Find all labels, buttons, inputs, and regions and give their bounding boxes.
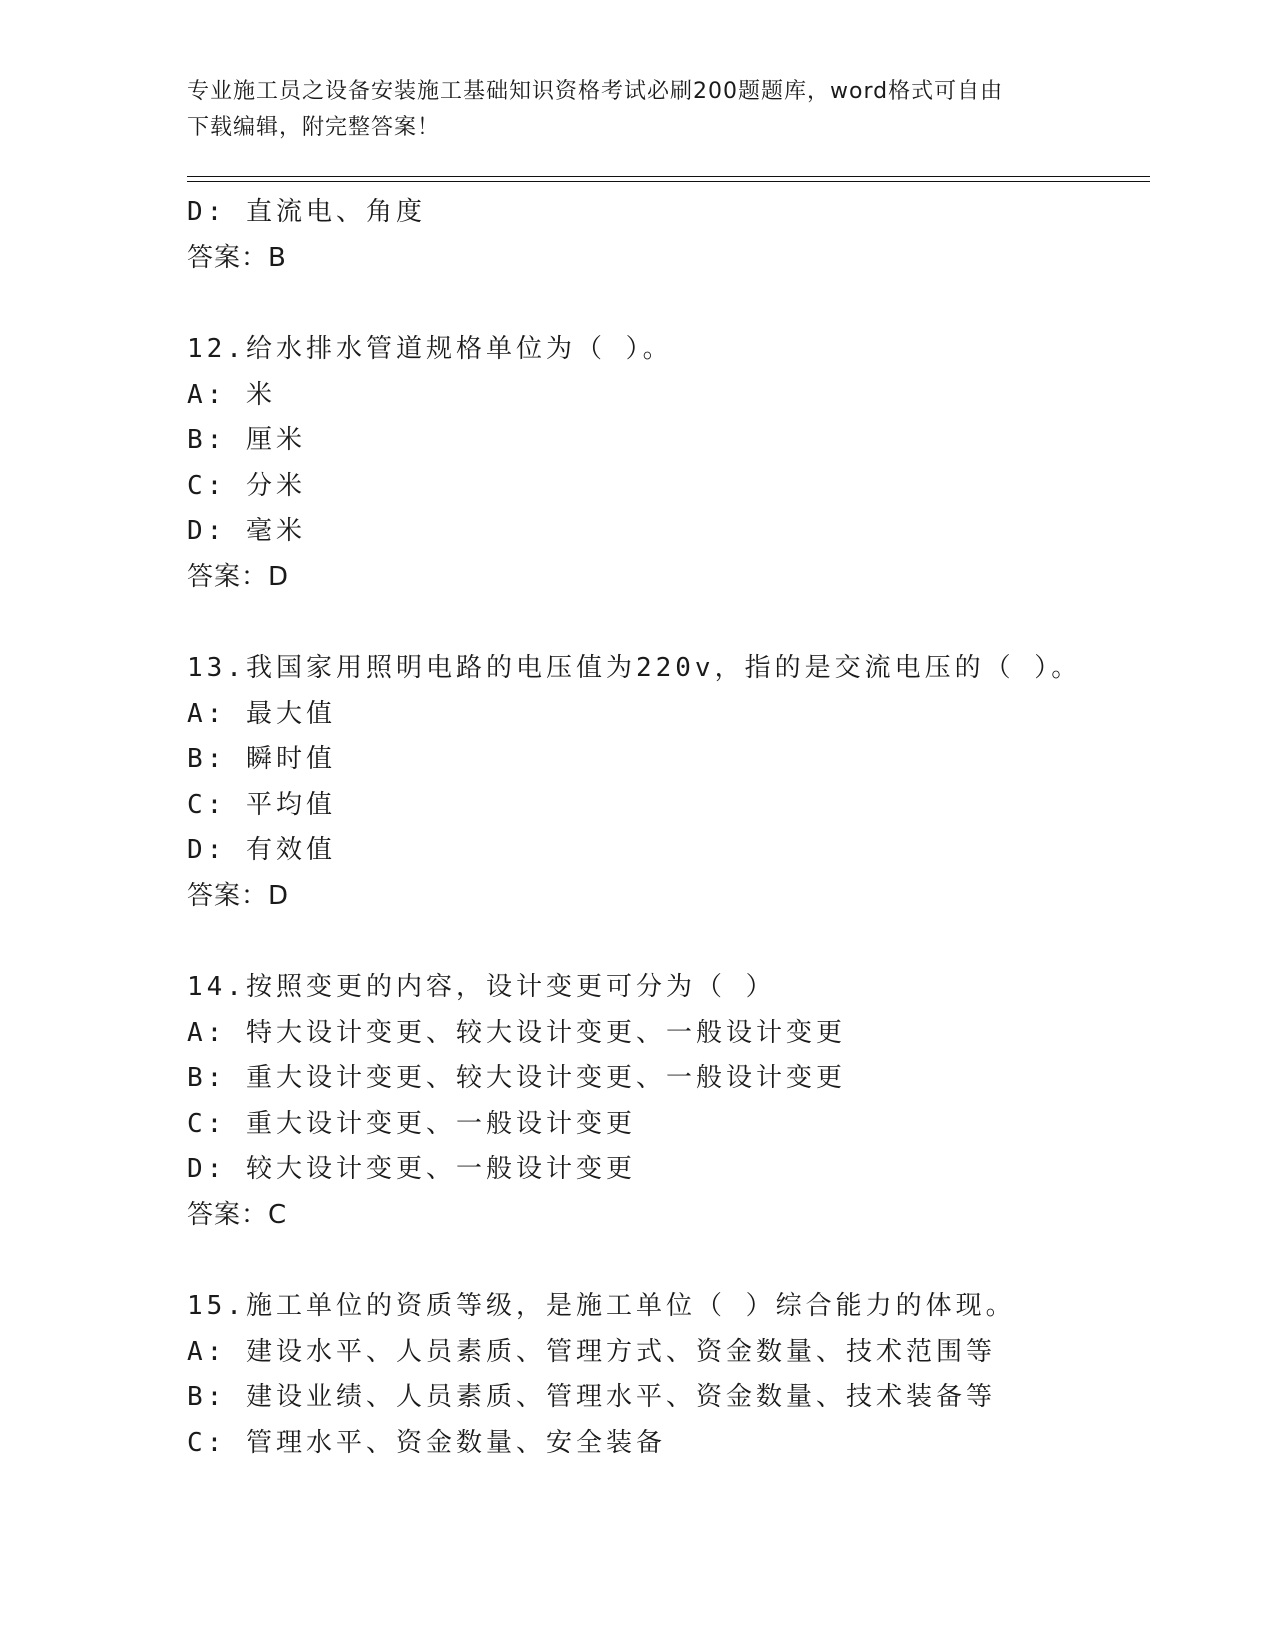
- answer-line: 答案：D: [187, 561, 290, 592]
- option-c: C: 重大设计变更、一般设计变更: [187, 1108, 636, 1139]
- answer-line: 答案：B: [187, 242, 287, 273]
- option-b: B: 厘米: [187, 425, 306, 455]
- option-b: B: 瞬时值: [187, 744, 336, 774]
- option-c: C: 平均值: [187, 789, 336, 820]
- question-stem: 15.施工单位的资质等级，是施工单位（ ）综合能力的体现。: [187, 1291, 1016, 1321]
- option-b: B: 重大设计变更、较大设计变更、一般设计变更: [187, 1063, 846, 1093]
- answer-line: 答案：C: [187, 1199, 288, 1230]
- question-stem: 12.给水排水管道规格单位为（ ）。: [187, 334, 673, 364]
- option-a: A: 建设水平、人员素质、管理方式、资金数量、技术范围等: [187, 1336, 996, 1367]
- option-d: D: 较大设计变更、一般设计变更: [187, 1154, 636, 1184]
- question-13: [187, 646, 1147, 919]
- document-header: [187, 74, 1087, 146]
- header-divider-top: [187, 176, 1150, 177]
- option-d: D: 毫米: [187, 516, 306, 546]
- question-14: [187, 965, 1147, 1238]
- option-b: B: 建设业绩、人员素质、管理水平、资金数量、技术装备等: [187, 1382, 996, 1412]
- option-c: C: 分米: [187, 470, 306, 501]
- option-a: A: 最大值: [187, 698, 336, 729]
- option-d: D: 有效值: [187, 835, 336, 865]
- option-a: A: 特大设计变更、较大设计变更、一般设计变更: [187, 1017, 846, 1048]
- spacer: [187, 919, 1147, 965]
- option-a: A: 米: [187, 379, 276, 410]
- question-12: [187, 327, 1147, 600]
- question-stem: 13.我国家用照明电路的电压值为220v，指的是交流电压的（ ）。: [187, 653, 1082, 683]
- spacer: [187, 1238, 1147, 1284]
- answer-line: 答案：D: [187, 880, 290, 911]
- question-15: [187, 1284, 1147, 1466]
- header-divider-bottom: [187, 181, 1150, 182]
- question-list: [187, 190, 1147, 1466]
- question-stem: 14.按照变更的内容，设计变更可分为（ ）: [187, 972, 776, 1002]
- option-c: C: 管理水平、资金数量、安全装备: [187, 1427, 666, 1458]
- spacer: [187, 600, 1147, 646]
- spacer: [187, 281, 1147, 327]
- header-line-2: 下载编辑，附完整答案！: [187, 115, 441, 140]
- question-11-tail: [187, 190, 1147, 281]
- option-d: D: 直流电、角度: [187, 197, 426, 227]
- header-line-1: 专业施工员之设备安装施工基础知识资格考试必刷200题题库，word格式可自由: [187, 79, 1004, 104]
